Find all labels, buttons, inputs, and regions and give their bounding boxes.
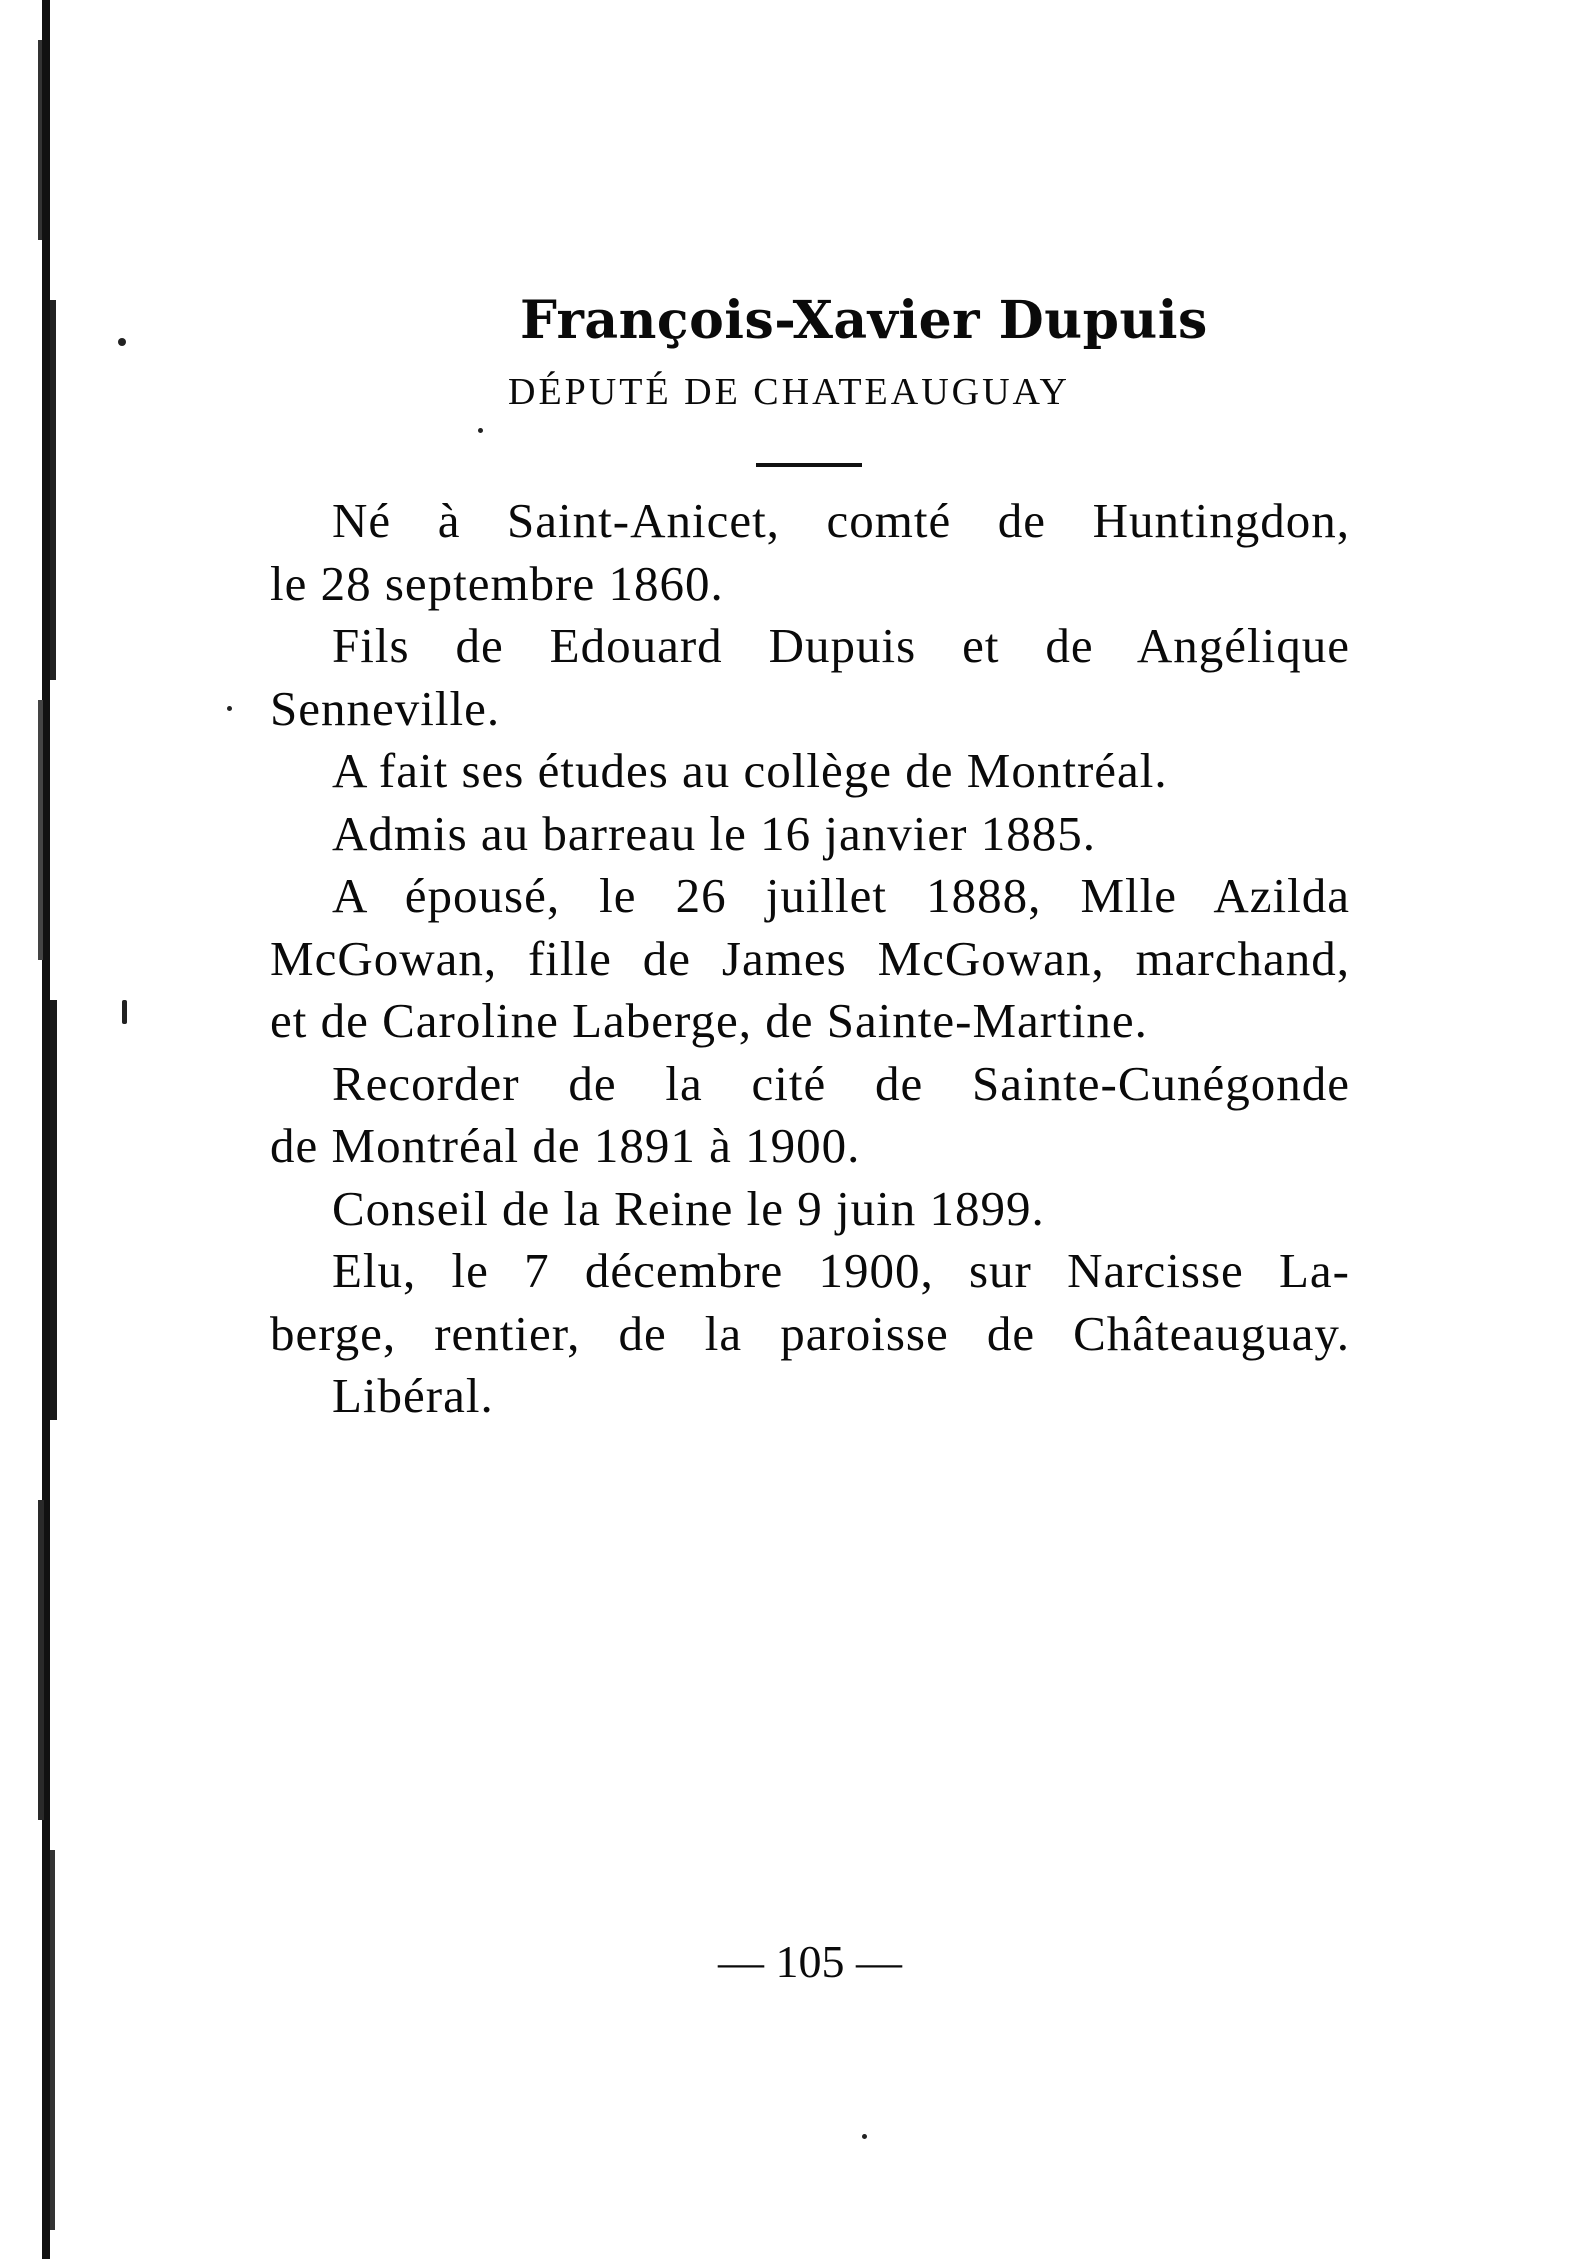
biography-text — [270, 490, 1350, 1428]
ink-speck — [227, 706, 232, 711]
text-line: Senneville. — [270, 680, 501, 736]
page-subtitle: DÉPUTÉ DE CHATEAUGUAY — [508, 371, 1070, 413]
ink-speck — [478, 428, 483, 433]
text-line: McGowan, fille de James McGowan, marchand, — [270, 930, 1350, 986]
text-line: Admis au barreau le 16 janvier 1885. — [332, 805, 1096, 861]
text-line: berge, rentier, de la paroisse de Châteauguay. — [270, 1305, 1350, 1361]
text-line: Conseil de la Reine le 9 juin 1899. — [332, 1180, 1045, 1236]
binding-shadow — [38, 0, 58, 2259]
ink-speck — [118, 338, 126, 346]
text-line: et de Caroline Laberge, de Sainte-Martine. — [270, 993, 1148, 1048]
binding-edge — [38, 0, 58, 2259]
text-line: Fils de Edouard Dupuis et de Angélique — [332, 618, 1350, 673]
text-line: Né à Saint-Anicet, comté de Huntingdon, — [332, 493, 1350, 548]
text-line: A épousé, le 26 juillet 1888, Mlle Azilda — [332, 868, 1350, 923]
text-line: Libéral. — [332, 1368, 494, 1423]
page-title: François-Xavier Dupuis — [520, 290, 1208, 351]
text-line: Elu, le 7 décembre 1900, sur Narcisse La- — [332, 1243, 1350, 1298]
text-line: le 28 septembre 1860. — [270, 555, 724, 611]
text-line: Recorder de la cité de Sainte-Cunégonde — [332, 1055, 1350, 1111]
ink-speck — [862, 2134, 867, 2139]
text-line: de Montréal de 1891 à 1900. — [270, 1118, 861, 1173]
text-line: A fait ses études au collège de Montréal. — [332, 743, 1168, 798]
page-number: — 105 — — [718, 1936, 902, 1987]
ink-speck — [122, 1000, 127, 1024]
title-rule — [756, 463, 862, 467]
